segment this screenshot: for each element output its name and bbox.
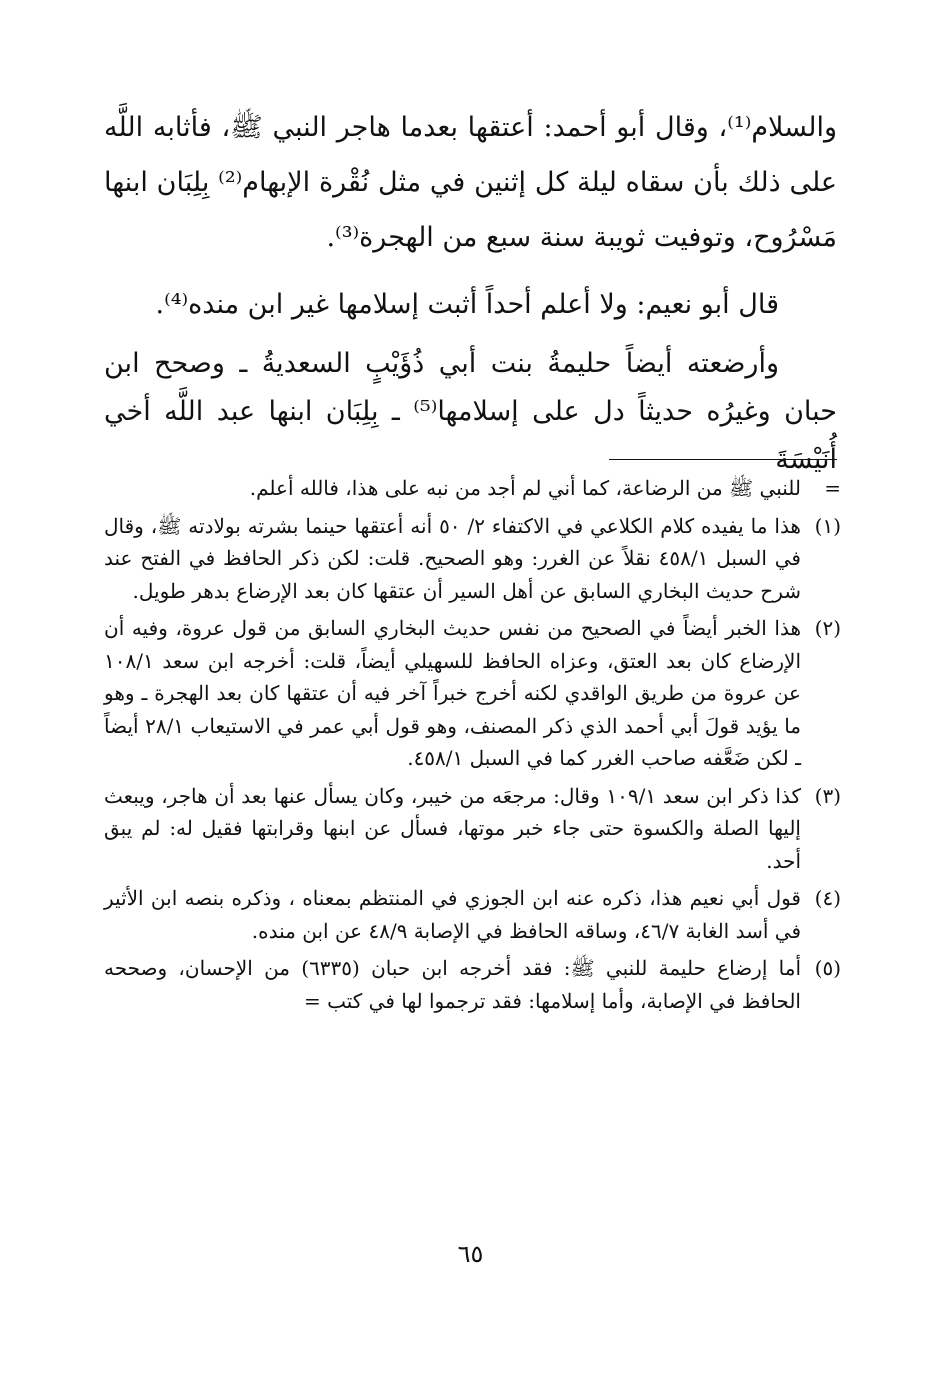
footnote-text: كذا ذكر ابن سعد ١٠٩/١ وقال: مرجعَه من خيبر، وكان يسأل عنها بعد أن هاجر، ويبعث إليها الصلة والكسوة حتى جاء خبر موتها، فسأل عن ابنها وقرابتها فقيل له: لم يبق أحد. [104, 783, 801, 873]
footnote-marker: (٤) [814, 886, 841, 910]
footnote-text: قول أبي نعيم هذا، ذكره عنه ابن الجوزي في المنتظم بمعناه ، وذكره بنصه ابن الأثير في أسد الغابة ٤٦/٧، وساقه الحافظ في الإصابة ٤٨/٩ عن ابن منده. [104, 886, 801, 943]
footnote-1 [104, 510, 841, 608]
footnote-separator [609, 459, 837, 460]
footnote-marker: (١) [814, 513, 841, 538]
main-paragraph-1: والسلام⁽¹⁾، وقال أبو أحمد: أعتقها بعدما هاجر النبي ﷺ، فأثابه اللَّه على ذلك بأن سقاه ليلة كل إثنين في مثل نُقْرة الإبهام⁽²⁾ بِلِبَان ابنها مَسْرُوح، وتوفيت ثويبة سنة سبع من الهجرة⁽³⁾. [104, 112, 837, 253]
footnotes [104, 472, 841, 1022]
footnote-4 [104, 882, 841, 947]
footnote-3 [104, 780, 841, 878]
footnote-text: هذا ما يفيده كلام الكلاعي في الاكتفاء ٢/ ٥٠ أنه أعتقها حينما بشرته بولادته ﷺ، وقال في السبل ٤٥٨/١ نقلاً عن الغرر: وهو الصحيح. قلت: لكن ذكر الحافظ في الفتح عند شرح حديث البخاري السابق عن أهل السير أن عتقها كان بعد الإرضاع بدهر طويل. [104, 513, 801, 603]
footnote-marker: = [824, 476, 841, 500]
main-paragraph-3: وأرضعته أيضاً حليمةُ بنت أبي ذُؤَيْبٍ السعديةُ ـ وصحح ابن حبان وغيرُه حديثاً دل على إسلامها⁽⁵⁾ ـ بِلِبَان ابنها عبد اللَّه أخي أُنَيْسَةَ [104, 348, 837, 475]
footnote-text: للنبي ﷺ من الرضاعة، كما أني لم أجد من نبه على هذا، فالله أعلم. [249, 476, 801, 500]
footnote-text: هذا الخبر أيضاً في الصحيح من نفس حديث البخاري السابق من قول عروة، وفيه أن الإرضاع كان بعد العتق، وعزاه الحافظ للسهيلي أيضاً، قلت: أخرجه ابن سعد ١٠٨/١ عن عروة من طريق الواقدي لكنه أخرج خبراً آخر فيه أن عتقها كان بعد الهجرة ـ وهو ما يؤيد قولَ أبي أحمد الذي ذكر المصنف، وهو قول أبي عمر في الاستيعاب ٢٨/١ أيضاً ـ لكن ضَعَّفه صاحب الغرر كما في السبل ٤٥٨/١. [104, 616, 801, 770]
footnote-5 [104, 952, 841, 1017]
footnote-2 [104, 612, 841, 775]
page-number: ٦٥ [457, 1240, 484, 1268]
main-text [104, 100, 837, 484]
footnote-marker: (٢) [814, 616, 841, 640]
footnote-text: أما إرضاع حليمة للنبي ﷺ: فقد أخرجه ابن حبان (٦٣٣٥) من الإحسان، وصححه الحافظ في الإصابة، وأما إسلامها: فقد ترجموا لها في كتب = [104, 956, 801, 1013]
footnote-marker: (٣) [814, 783, 841, 808]
footnote-marker: (٥) [814, 956, 841, 980]
footnote-continuation [104, 472, 841, 505]
main-paragraph-2: قال أبو نعيم: ولا أعلم أحداً أثبت إسلامها غير ابن منده⁽⁴⁾. [155, 289, 779, 320]
